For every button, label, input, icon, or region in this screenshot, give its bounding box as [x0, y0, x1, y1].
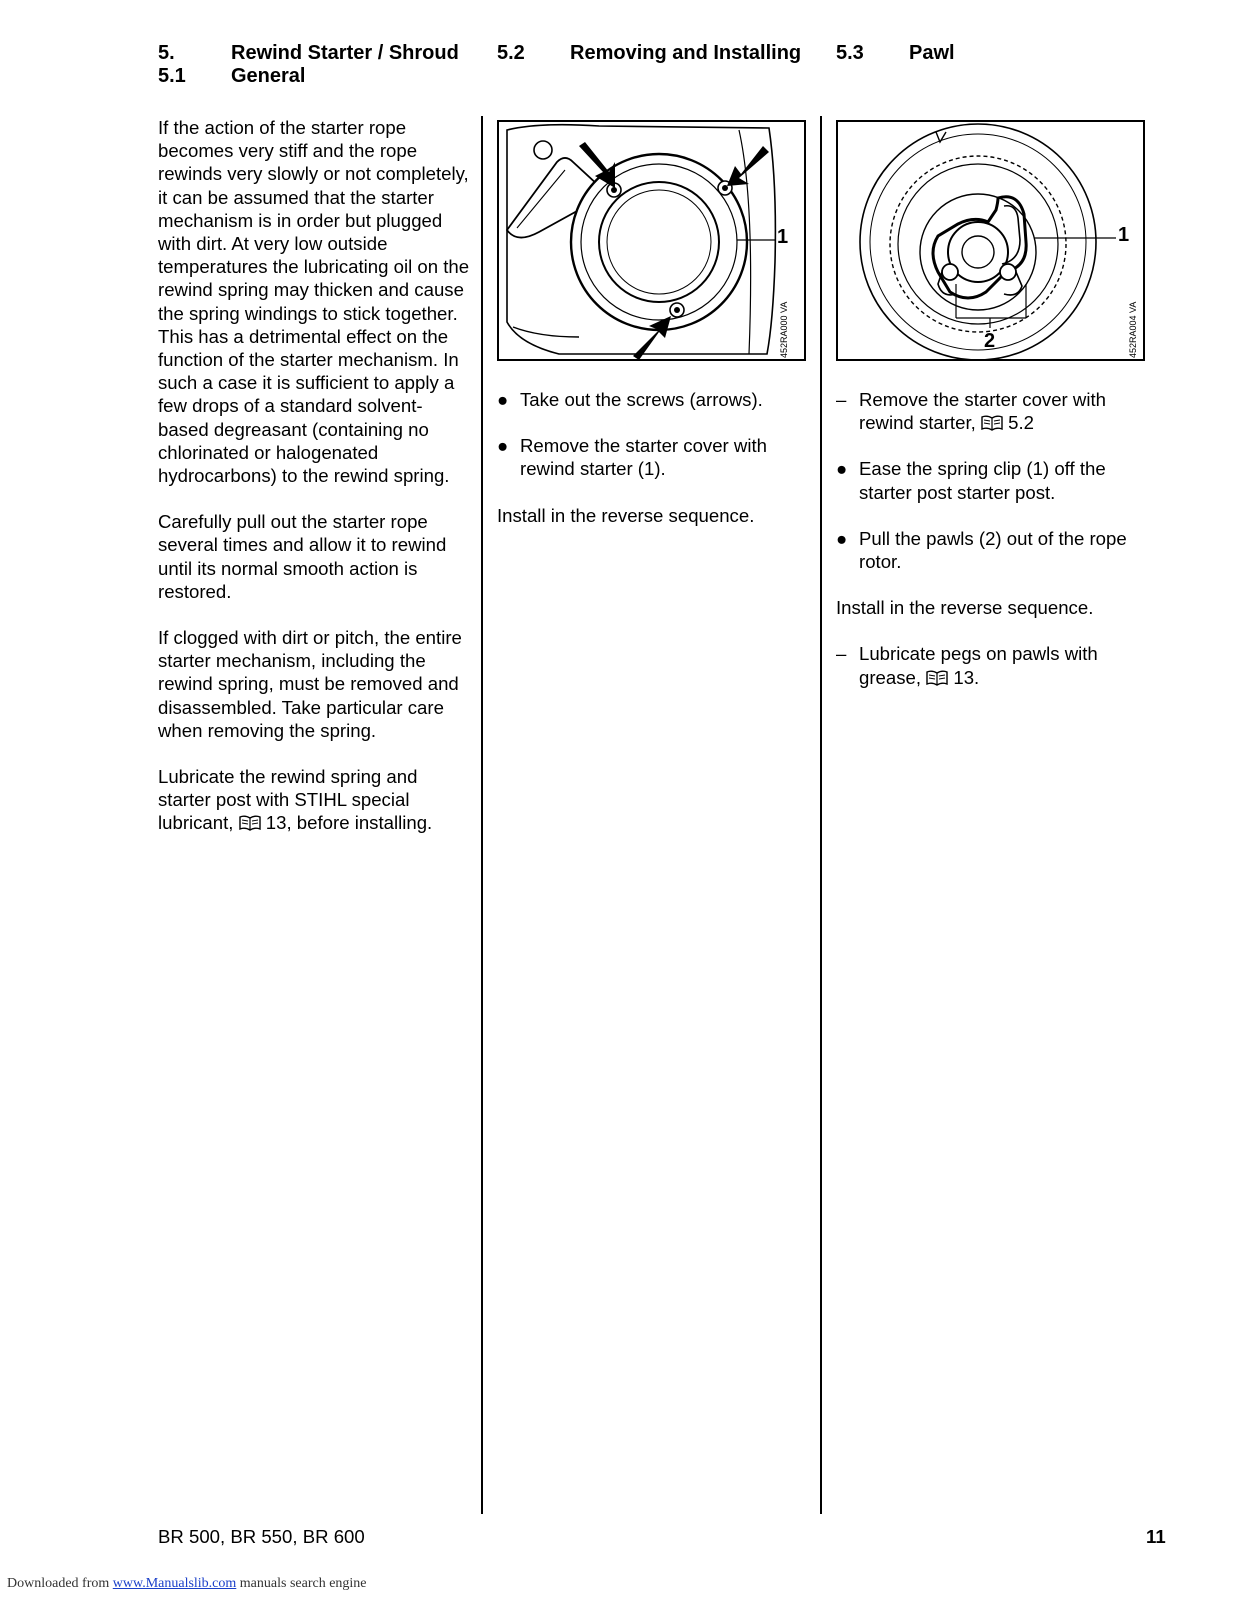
column-divider-left: [481, 116, 483, 1514]
list-item: [836, 388, 1156, 434]
column-general: [158, 116, 471, 858]
list-item-text: Remove the starter cover with rewind starter (1).: [520, 435, 767, 480]
list-item: [836, 457, 1156, 503]
list-item: [497, 434, 807, 480]
bullet-marker: ●: [497, 389, 509, 410]
section-5-title: Rewind Starter / Shroud: [231, 42, 459, 64]
page-number: 11: [1146, 1526, 1166, 1547]
list-item-text: Take out the screws (arrows).: [520, 389, 763, 410]
list-item-ref: 13.: [953, 666, 980, 688]
paragraph: If the action of the starter rope becomes very stiff and the rope rewinds very slowly or not completely, it can be assumed that the starter mechanism is in order but plugged with dirt. At very low outside temperatures the lubricating oil on the rewind spring may thicken and cause the spring windings to stick together. This has a detrimental effect on the function of the starter mechanism. In such a case it is sufficient to apply a few drops of a standard solvent-based degreasant (containing no chlorinated or halogenated hydrocarbons) to the rewind spring.: [158, 117, 470, 487]
list-item: [836, 527, 1156, 573]
install-note: Install in the reverse sequence.: [836, 597, 1094, 619]
figure-callout-2: 2: [984, 330, 996, 352]
bullet-marker: ●: [497, 435, 509, 457]
figure-code: 452RA000 VA: [779, 301, 789, 358]
figure-callout-1: 1: [1118, 224, 1130, 246]
list-item: [497, 388, 807, 411]
download-suffix: manuals search engine: [239, 1576, 367, 1591]
list-item-text: Lubricate pegs on pawls with grease,: [859, 643, 1098, 688]
section-5-2-title: Removing and Installing: [570, 42, 802, 64]
book-reference-icon: [981, 415, 1003, 431]
install-note: Install in the reverse sequence.: [497, 504, 755, 526]
bullet-marker: ●: [836, 527, 848, 549]
figure-callout-1: 1: [777, 226, 789, 248]
section-5-1-title: General: [231, 65, 306, 87]
section-5-number: 5.: [158, 42, 175, 64]
manualslib-link[interactable]: www.Manualslib.com: [112, 1576, 237, 1591]
figure-starter-cover: [497, 120, 806, 361]
list-item-text: Ease the spring clip (1) off the starter post starter post.: [859, 458, 1106, 503]
section-5-1-number: 5.1: [158, 65, 186, 87]
paragraph: If clogged with dirt or pitch, the entire starter mechanism, including the rewind spring, must be removed and disassembled. Take particular care when removing the spring.: [158, 627, 462, 741]
figure-pawl: [836, 120, 1145, 361]
bullet-marker: ●: [836, 458, 848, 480]
section-5-2-number: 5.2: [497, 42, 525, 64]
dash-marker: –: [836, 643, 847, 665]
download-note: [7, 1576, 367, 1592]
dash-marker: –: [836, 389, 847, 410]
section-5-3-number: 5.3: [836, 42, 864, 64]
book-reference-icon: [926, 670, 948, 686]
column-pawl: [836, 388, 1156, 712]
paragraph-ref: 13, before installing.: [265, 812, 433, 834]
list-item-ref: 5.2: [1008, 412, 1034, 434]
list-item: [836, 642, 1156, 688]
paragraph-lubricate: [158, 765, 471, 835]
footer-models: BR 500, BR 550, BR 600: [158, 1526, 365, 1547]
paragraph-text: Lubricate the rewind spring and starter post with STIHL special lubricant,: [158, 766, 418, 834]
column-divider-right: [820, 116, 822, 1514]
book-reference-icon: [239, 815, 261, 831]
paragraph: Carefully pull out the starter rope several times and allow it to rewind until its normal smooth action is restored.: [158, 511, 447, 602]
section-5-3-title: Pawl: [909, 42, 955, 64]
download-prefix: Downloaded from: [7, 1576, 110, 1591]
column-removing: [497, 388, 807, 550]
list-item-text: Remove the starter cover with rewind starter,: [859, 389, 1106, 434]
list-item-text: Pull the pawls (2) out of the rope rotor.: [859, 527, 1127, 573]
figure-code: 452RA004 VA: [1128, 301, 1138, 358]
